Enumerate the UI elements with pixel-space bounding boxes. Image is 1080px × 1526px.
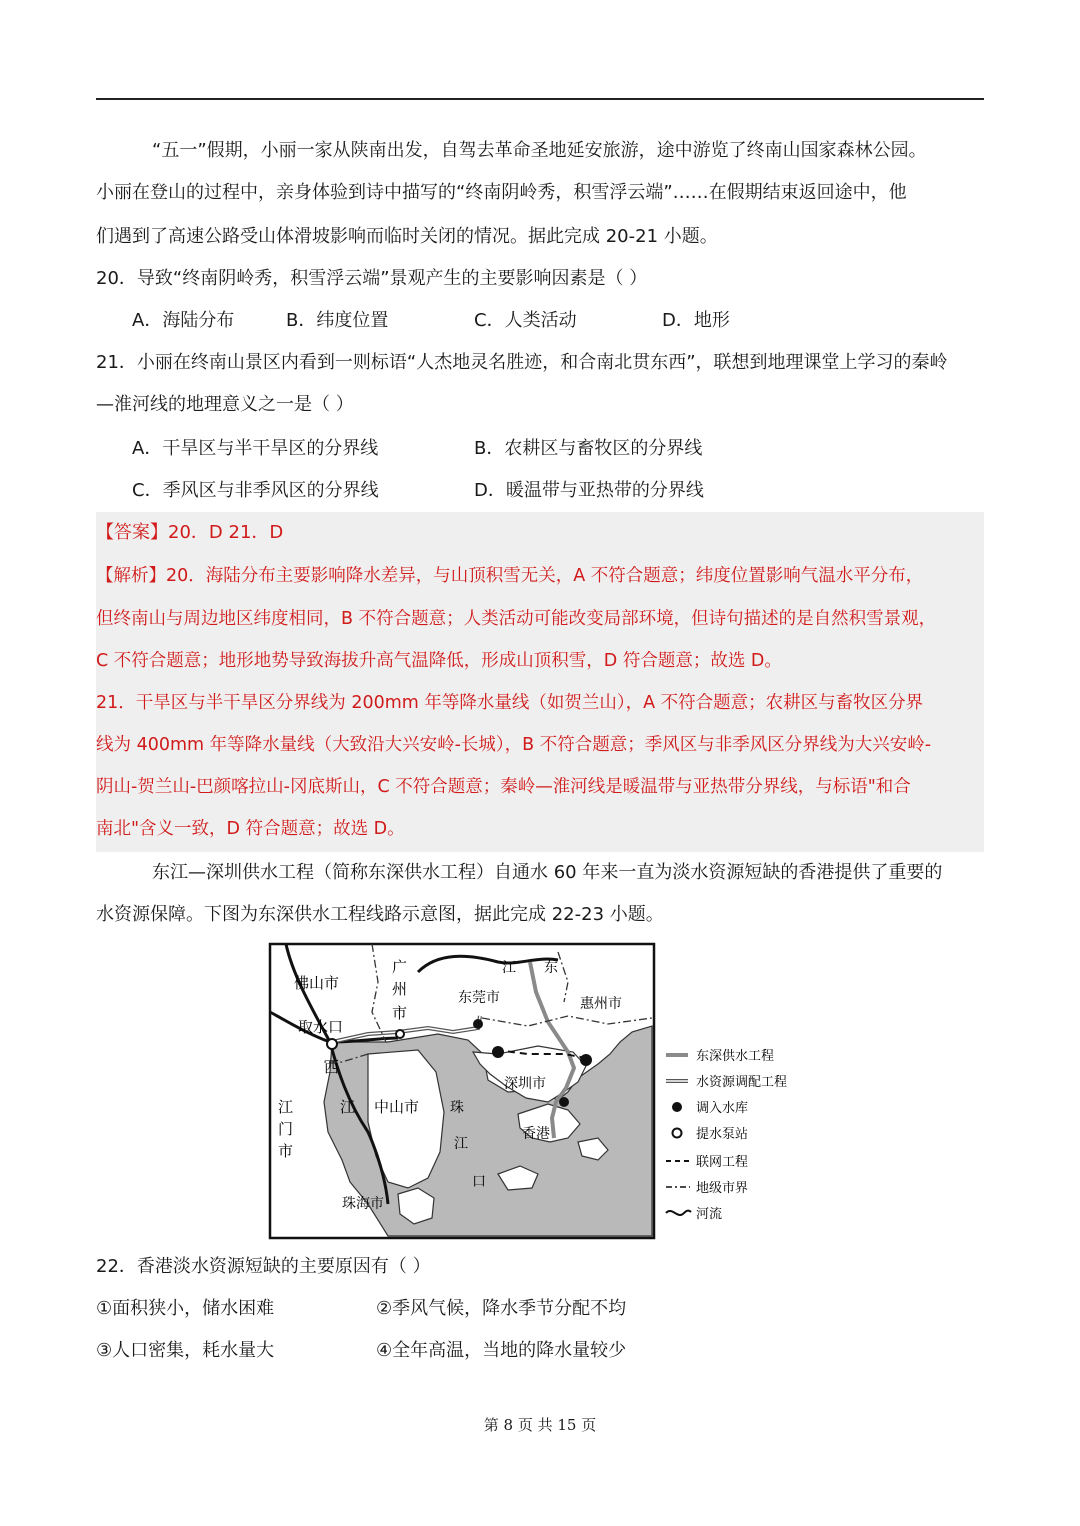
legend-label: 提水泵站 bbox=[696, 1127, 749, 1142]
label-zhongshan: 中山市 bbox=[374, 1098, 420, 1116]
explanation-line7: 南北"含义一致，D 符合题意；故选 D。 bbox=[96, 819, 405, 839]
legend-label: 调入水库 bbox=[696, 1101, 749, 1116]
header-rule bbox=[96, 98, 984, 100]
label-river-east-2: 东 bbox=[544, 960, 558, 976]
label-pearl-3: 口 bbox=[472, 1174, 486, 1190]
label-shenzhen: 深圳市 bbox=[504, 1076, 546, 1092]
legend-label: 河流 bbox=[696, 1207, 723, 1222]
q22-option-3: ③人口密集，耗水量大 bbox=[96, 1340, 275, 1361]
label-pearl-2: 江 bbox=[454, 1136, 468, 1152]
pump-station bbox=[396, 1030, 404, 1038]
explanation-line5: 线为 400mm 年等降水量线（大致沿大兴安岭-长城），B 不符合题意；季风区与非季风区分界线为大兴安岭- bbox=[96, 735, 932, 755]
label-jiangmen-3: 市 bbox=[278, 1142, 294, 1160]
label-intake: 取水口 bbox=[298, 1018, 344, 1036]
q21-option-c: C．季风区与非季风区的分界线 bbox=[132, 480, 379, 501]
label-jiangmen-1: 江 bbox=[278, 1098, 294, 1116]
water-project-map bbox=[268, 942, 788, 1242]
q20-stem: 20．导致“终南阴岭秀，积雪浮云端”景观产生的主要影响因素是（ ） bbox=[96, 268, 648, 289]
legend-label: 地级市界 bbox=[696, 1181, 749, 1196]
legend-symbol-open-dot bbox=[673, 1129, 682, 1138]
legend-symbol-filled-dot bbox=[672, 1102, 682, 1112]
label-pearl-1: 珠 bbox=[450, 1100, 464, 1116]
q21-option-d: D．暖温带与亚热带的分界线 bbox=[474, 480, 704, 501]
intro1-line1: “五一”假期，小丽一家从陕南出发，自驾去革命圣地延安旅游，途中游览了终南山国家森林公园。 bbox=[152, 140, 927, 161]
q22-option-1: ①面积狭小，储水困难 bbox=[96, 1298, 275, 1319]
label-jiangmen-2: 门 bbox=[278, 1120, 294, 1138]
legend-label: 水资源调配工程 bbox=[696, 1075, 788, 1090]
label-foshan: 佛山市 bbox=[294, 974, 340, 992]
legend-label: 东深供水工程 bbox=[696, 1049, 775, 1064]
pump-station bbox=[327, 1039, 337, 1049]
map-legend bbox=[666, 1048, 787, 1222]
q21-stem-line1: 21．小丽在终南山景区内看到一则标语“人杰地灵名胜迹，和合南北贯东西”，联想到地理课堂上学习的秦岭 bbox=[96, 352, 948, 373]
label-guangzhou-3: 市 bbox=[392, 1004, 408, 1022]
q21-stem-line2: —淮河线的地理意义之一是（ ） bbox=[96, 394, 354, 415]
intro1-line3: 们遇到了高速公路受山体滑坡影响而临时关闭的情况。据此完成 20-21 小题。 bbox=[96, 226, 718, 247]
legend-symbol-wave bbox=[666, 1211, 691, 1215]
reservoir-dot bbox=[492, 1046, 504, 1058]
label-xijiang-2: 江 bbox=[340, 1098, 356, 1116]
explanation-line1: 【解析】20．海陆分布主要影响降水差异，与山顶积雪无关，A 不符合题意；纬度位置影响气温水平分布， bbox=[96, 566, 924, 586]
q22-option-2: ②季风气候，降水季节分配不均 bbox=[376, 1298, 627, 1319]
q21-option-a: A．干旱区与半干旱区的分界线 bbox=[132, 438, 379, 459]
intro2-line2: 水资源保障。下图为东深供水工程线路示意图，据此完成 22-23 小题。 bbox=[96, 904, 664, 925]
legend-label: 联网工程 bbox=[696, 1155, 749, 1170]
q20-option-b: B．纬度位置 bbox=[286, 310, 389, 331]
explanation-line2: 但终南山与周边地区纬度相同，B 不符合题意；人类活动可能改变局部环境，但诗句描述的是自然积雪景观， bbox=[96, 609, 937, 629]
reservoir-dot bbox=[580, 1054, 592, 1066]
label-dongguan: 东莞市 bbox=[458, 990, 500, 1006]
intro1-line2: 小丽在登山的过程中，亲身体验到诗中描写的“终南阴岭秀，积雪浮云端”……在假期结束返回途中，他 bbox=[96, 182, 907, 203]
label-hongkong: 香港 bbox=[522, 1126, 550, 1142]
reservoir-dot bbox=[473, 1019, 483, 1029]
label-zhuhai: 珠海市 bbox=[342, 1196, 384, 1212]
page-footer: 第 8 页 共 15 页 bbox=[483, 1416, 597, 1434]
intro2-line1: 东江—深圳供水工程（简称东深供水工程）自通水 60 年来一直为淡水资源短缺的香港提供了重要的 bbox=[152, 862, 943, 883]
q22-stem: 22．香港淡水资源短缺的主要原因有（ ） bbox=[96, 1256, 431, 1277]
label-guangzhou-1: 广 bbox=[392, 958, 408, 976]
answer-line: 【答案】20．D 21．D bbox=[96, 522, 284, 543]
q22-option-4: ④全年高温，当地的降水量较少 bbox=[376, 1340, 627, 1361]
q20-option-d: D．地形 bbox=[662, 310, 730, 331]
label-river-east-1: 江 bbox=[502, 960, 516, 976]
explanation-line4: 21．干旱区与半干旱区分界线为 200mm 年等降水量线（如贺兰山），A 不符合题意；农耕区与畜牧区分界 bbox=[96, 693, 924, 713]
q20-option-a: A．海陆分布 bbox=[132, 310, 235, 331]
label-xijiang-1: 西 bbox=[324, 1058, 340, 1076]
reservoir-dot bbox=[559, 1097, 569, 1107]
label-guangzhou-2: 州 bbox=[392, 980, 408, 998]
q20-option-c: C．人类活动 bbox=[474, 310, 577, 331]
q21-option-b: B．农耕区与畜牧区的分界线 bbox=[474, 438, 703, 459]
explanation-line3: C 不符合题意；地形地势导致海拔升高气温降低，形成山顶积雪，D 符合题意；故选 D。 bbox=[96, 651, 782, 671]
explanation-line6: 阴山-贺兰山-巴颜喀拉山-冈底斯山，C 不符合题意；秦岭—淮河线是暖温带与亚热带分界线，与标语"和合 bbox=[96, 777, 911, 797]
label-huizhou: 惠州市 bbox=[580, 996, 622, 1012]
